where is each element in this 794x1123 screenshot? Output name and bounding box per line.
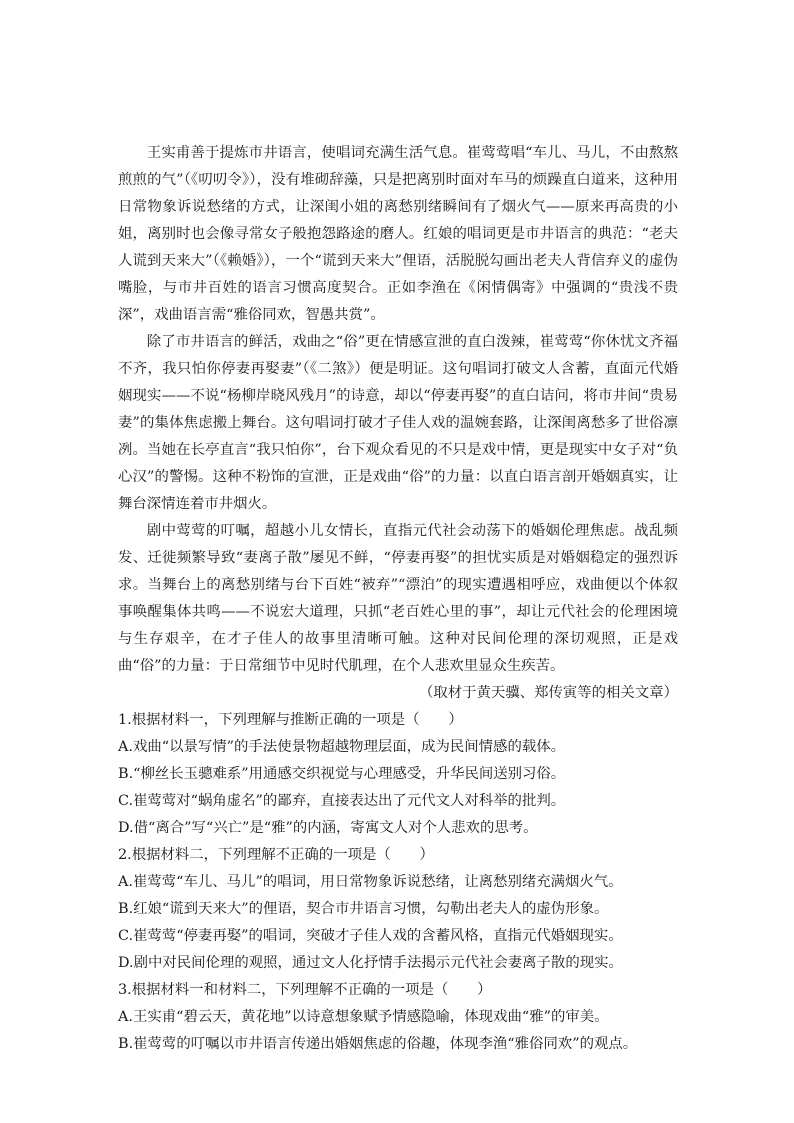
question-3 — [118, 977, 678, 1058]
option-b: B.“柳丝长玉骢难系”用通感交织视觉与心理感受，升华民间送别习俗。 — [118, 766, 566, 782]
source-citation: （取材于黄天骥、郑传寅等的相关文章） — [418, 685, 678, 701]
option-c: C.崔莺莺“停妻再娶”的唱词，突破才子佳人戏的含蓄风格，直指元代婚姻现实。 — [118, 928, 623, 944]
question-2 — [118, 842, 678, 977]
option-d: D.借“离合”写“兴亡”是“雅”的内涵，寄寓文人对个人悲欢的思考。 — [118, 820, 538, 836]
question-1 — [118, 707, 678, 842]
option-a: A.王实甫“碧云天，黄花地”以诗意想象赋予情感隐喻，体现戏曲“雅”的审美。 — [118, 1009, 609, 1025]
option-a: A.戏曲“以景写情”的手法使景物超越物理层面，成为民间情感的载体。 — [118, 739, 566, 755]
option-b: B.红娘“谎到天来大”的俚语，契合市井语言习惯，勾勒出老夫人的虚伪形象。 — [118, 901, 609, 917]
option-c: C.崔莺莺对“蜗角虚名”的鄙弃，直接表达出了元代文人对科举的批判。 — [118, 793, 566, 809]
document-page — [118, 140, 678, 1058]
article-paragraph-3: 剧中莺莺的叮嘱，超越小儿女情长，直指元代社会动荡下的婚姻伦理焦虑。战乱频发、迁徙频繁导致“妻离子散”屡见不鲜，“停妻再娶”的担忧实质是对婚姻稳定的强烈诉求。当舞台上的离愁别绪与台下百姓“被弃”“漂泊”的现实遭遇相呼应，戏曲便以个体叙事唤醒集体共鸣——不说宏大道理，只抓“老百姓心里的事”，却让元代社会的伦理困境与生存艰辛，在才子佳人的故事里清晰可触。这种对民间伦理的深切观照，正是戏曲“俗”的力量：于日常细节中见时代肌理，在个人悲欢里显众生疾苦。 — [118, 523, 678, 674]
article-paragraph-2: 除了市井语言的鲜活，戏曲之“俗”更在情感宣泄的直白泼辣，崔莺莺“你休忧文齐福不齐，我只怕你停妻再娶妻”（《二煞》）便是明证。这句唱词打破文人含蓄，直面元代婚姻现实——不说“杨柳岸晓风残月”的诗意，却以“停妻再娶”的直白诘问，将市井间“贵易妻”的集体焦虑搬上舞台。这句唱词打破才子佳人戏的温婉套路，让深闺离愁多了世俗凛冽。当她在长亭直言“我只怕你”，台下观众看见的不只是戏中情，更是现实中女子对“负心汉”的警惕。这种不粉饰的宣泄，正是戏曲“俗”的力量：以直白语言剖开婚姻真实，让舞台深情连着市井烟火。 — [118, 334, 678, 512]
option-d: D.剧中对民间伦理的观照，通过文人化抒情手法揭示元代社会妻离子散的现实。 — [118, 955, 623, 971]
question-stem: 1.根据材料一，下列理解与推断正确的一项是（ ） — [118, 712, 463, 728]
article-paragraph-1: 王实甫善于提炼市井语言，使唱词充满生活气息。崔莺莺唱“车儿、马儿，不由熬熬煎煎的气”（《叨叨令》），没有堆砌辞藻，只是把离别时面对车马的烦躁直白道来，这种用日常物象诉说愁绪的方式，让深闺小姐的离愁别绪瞬间有了烟火气——原来再高贵的小姐，离别时也会像寻常女子般抱怨路途的磨人。红娘的唱词更是市井语言的典范：“老夫人谎到天来大”（《赖婚》），一个“谎到天来大”俚语，活脱脱勾画出老夫人背信弃义的虚伪嘴脸，与市井百姓的语言习惯高度契合。正如李渔在《闲情偶寄》中强调的“贵浅不贵深”，戏曲语言需“雅俗同欢，智愚共赏”。 — [118, 145, 678, 323]
option-a: A.崔莺莺“车儿、马儿”的唱词，用日常物象诉说愁绪，让离愁别绪充满烟火气。 — [118, 874, 623, 890]
question-stem: 2.根据材料二，下列理解不正确的一项是（ ） — [118, 847, 434, 863]
question-stem: 3.根据材料一和材料二，下列理解不正确的一项是（ ） — [118, 982, 492, 998]
option-b: B.崔莺莺的叮嘱以市井语言传递出婚姻焦虑的俗趣，体现李渔“雅俗同欢”的观点。 — [118, 1036, 638, 1052]
